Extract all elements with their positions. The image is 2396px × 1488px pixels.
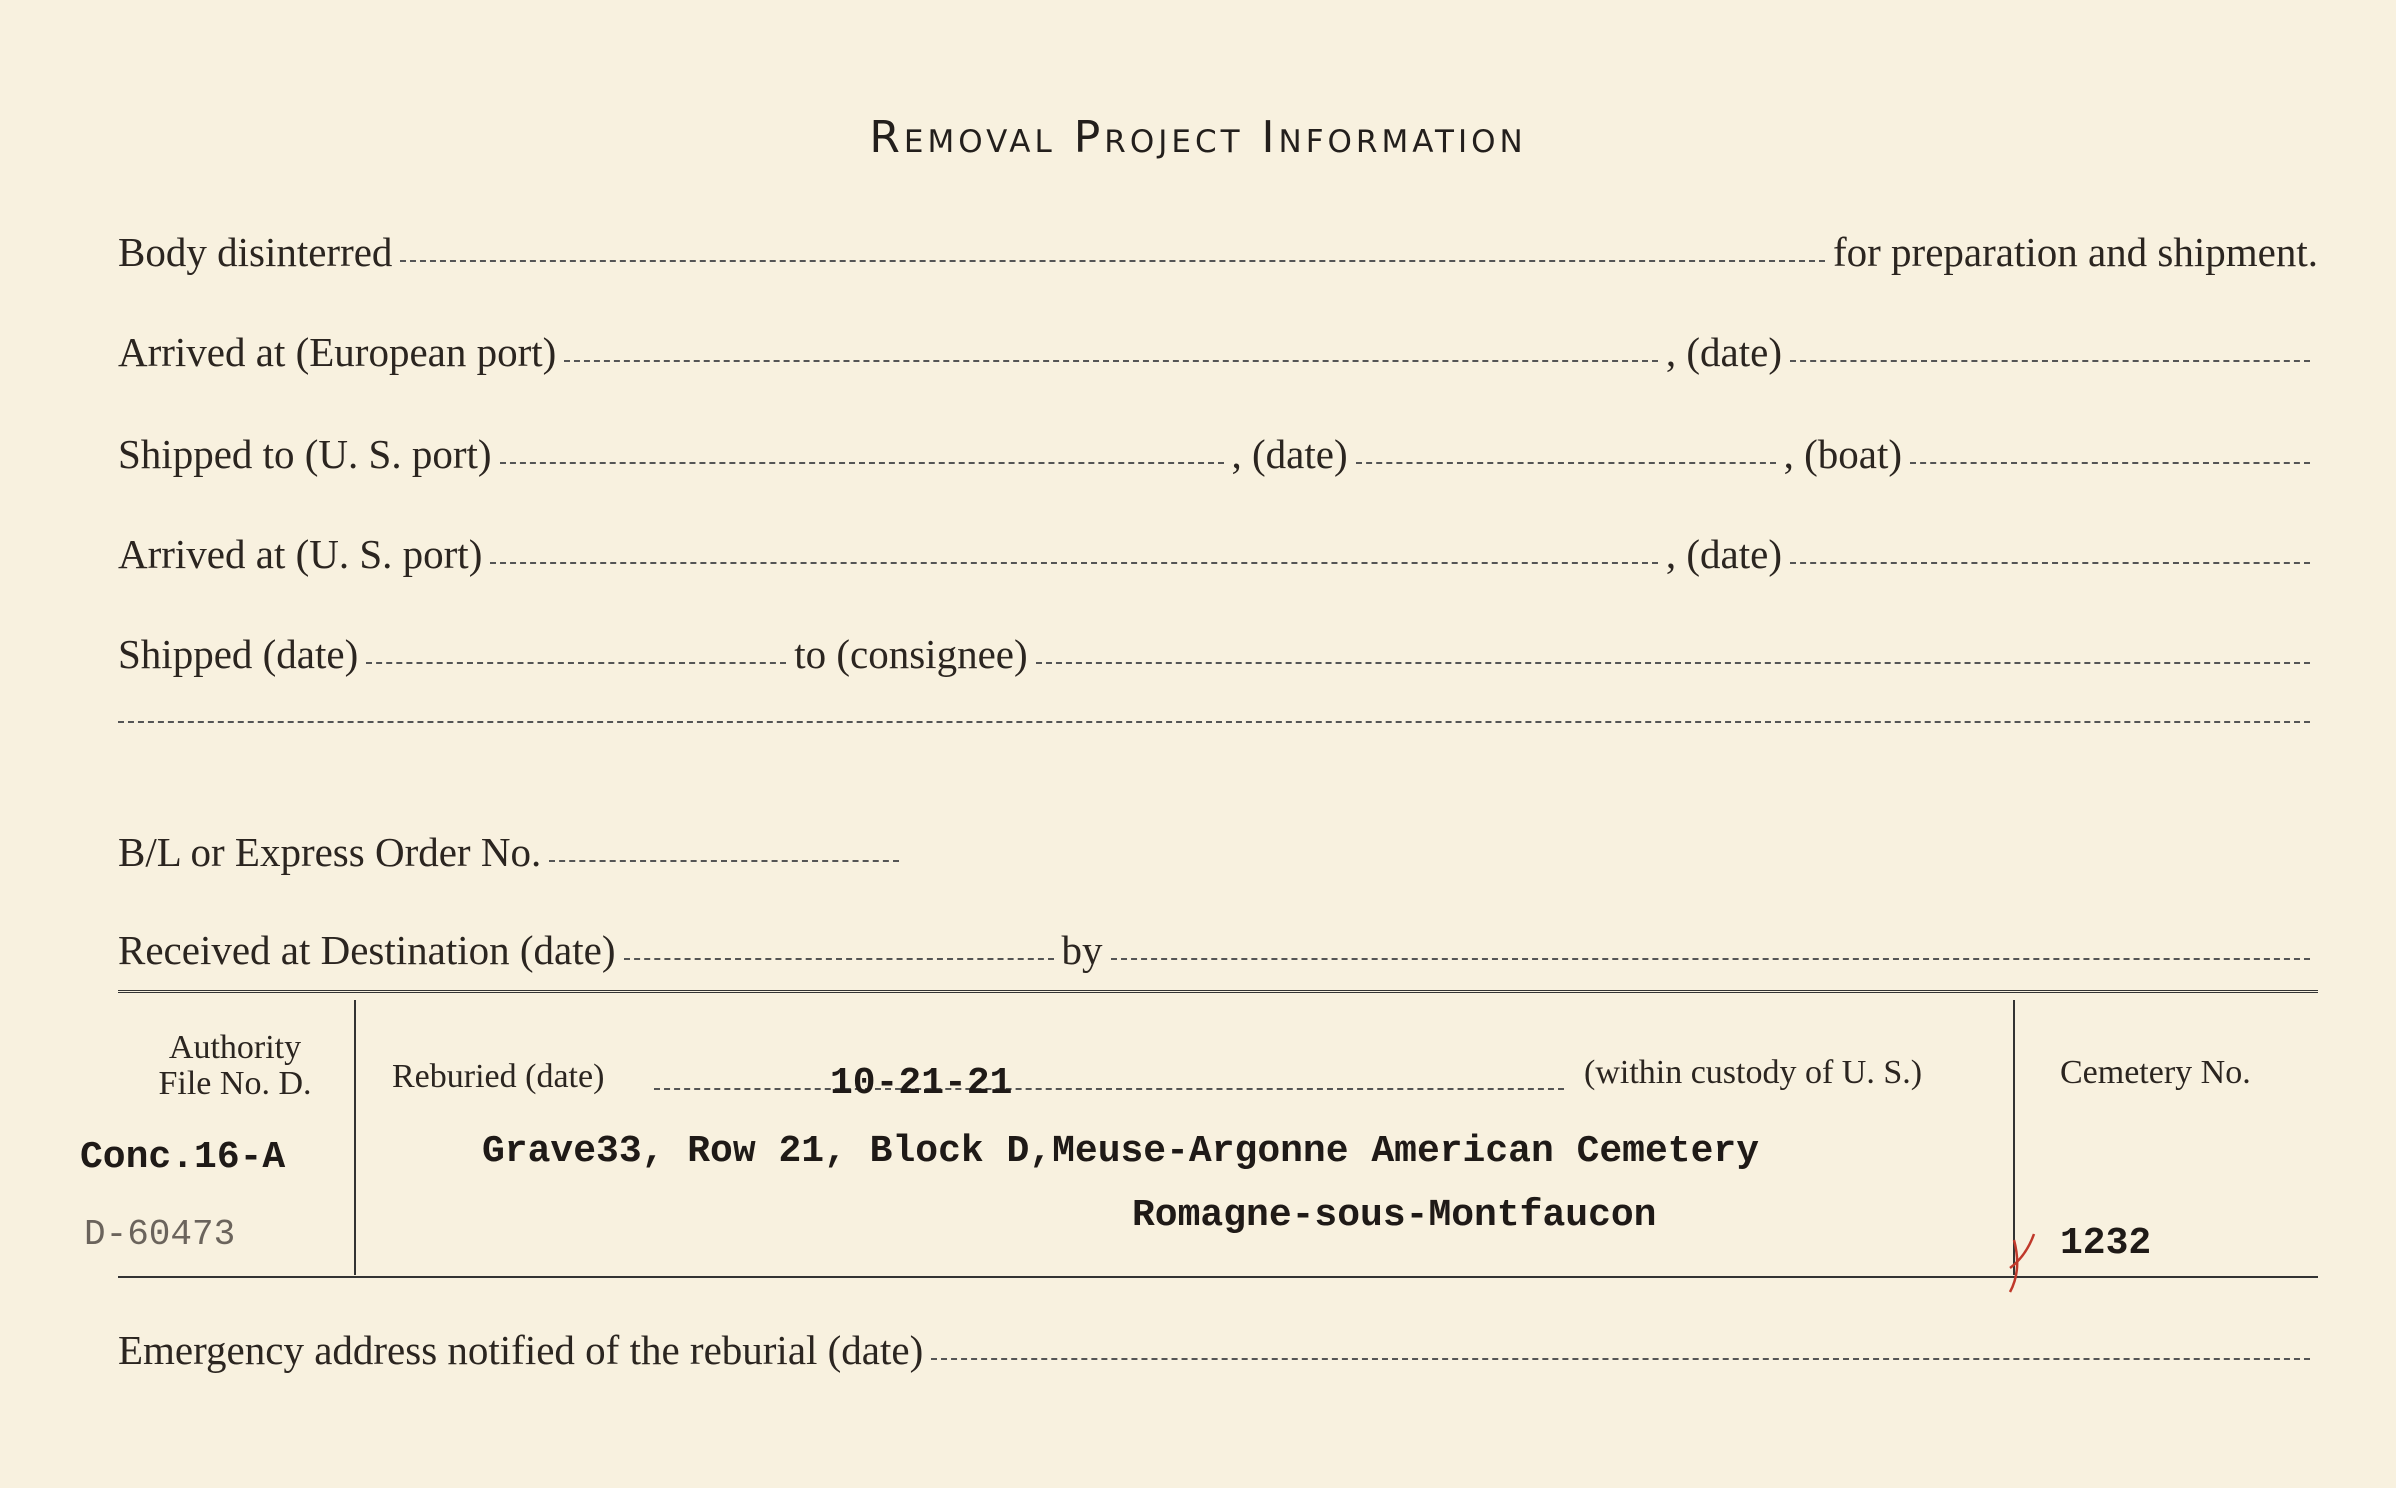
consignee-continuation-row	[118, 720, 2318, 737]
arrived-us-label: Arrived at (U. S. port)	[118, 531, 483, 577]
received-label: Received at Destination (date)	[118, 927, 616, 973]
shipped-us-boat-field	[1910, 461, 2310, 464]
shipped-us-row	[118, 430, 2318, 478]
bl-order-field	[549, 859, 899, 862]
authority-divider	[354, 1000, 356, 1275]
authority-value: Conc.16-A	[80, 1136, 286, 1179]
authority-label	[130, 1030, 340, 1102]
body-disinterred-label: Body disinterred	[118, 229, 393, 275]
consignee-continuation-field	[118, 720, 2310, 723]
arrived-european-date-label: , (date)	[1665, 329, 1782, 375]
page-title: Removal Project Information	[869, 112, 1527, 163]
received-date-field	[624, 957, 1054, 960]
section-bottom-rule	[118, 1276, 2318, 1278]
bl-order-row	[118, 828, 2318, 876]
body-disinterred-field	[400, 259, 1825, 262]
shipped-date-label: Shipped (date)	[118, 631, 359, 677]
arrived-us-date-label: , (date)	[1665, 531, 1782, 577]
section-top-rule	[118, 990, 2318, 997]
consignee-field	[1036, 661, 2310, 664]
cemetery-town: Romagne-sous-Montfaucon	[1132, 1194, 1657, 1237]
arrived-us-port-field	[490, 561, 1658, 564]
shipped-us-label: Shipped to (U. S. port)	[118, 431, 492, 477]
arrived-us-date-field	[1790, 561, 2310, 564]
authority-label-line2: File No. D.	[158, 1065, 312, 1102]
shipped-us-date-field	[1356, 461, 1776, 464]
emergency-row	[118, 1326, 2318, 1374]
cemetery-number: 1232	[2060, 1222, 2152, 1265]
received-row	[118, 926, 2318, 974]
arrived-european-date-field	[1790, 359, 2310, 362]
emergency-label: Emergency address notified of the reburial (date)	[118, 1327, 924, 1373]
arrived-us-row	[118, 530, 2318, 578]
arrived-european-row	[118, 328, 2318, 376]
consignee-label: to (consignee)	[794, 631, 1028, 677]
authority-label-line1: Authority	[168, 1029, 302, 1066]
authority-extra: D-60473	[84, 1214, 236, 1255]
emergency-date-field	[931, 1357, 2310, 1360]
received-by-field	[1111, 957, 2311, 960]
shipped-date-field	[366, 661, 786, 664]
red-check-mark-icon	[2000, 1230, 2040, 1300]
shipped-date-row	[118, 630, 2318, 678]
shipped-us-port-field	[500, 461, 1224, 464]
arrived-european-port-field	[564, 359, 1658, 362]
reburied-label: Reburied (date)	[392, 1058, 605, 1095]
shipped-us-boat-label: , (boat)	[1783, 431, 1902, 477]
arrived-european-label: Arrived at (European port)	[118, 329, 557, 375]
received-by-label: by	[1061, 927, 1103, 973]
reburied-date-field	[654, 1088, 1564, 1090]
body-disinterred-row	[118, 228, 2318, 276]
cemetery-label: Cemetery No.	[2060, 1054, 2251, 1091]
custody-label: (within custody of U. S.)	[1584, 1054, 1923, 1091]
shipped-us-date-label: , (date)	[1231, 431, 1348, 477]
reburied-date: 10-21-21	[830, 1062, 1013, 1105]
bl-order-label: B/L or Express Order No.	[118, 829, 542, 875]
body-disinterred-suffix: for preparation and shipment.	[1832, 229, 2318, 275]
grave-location: Grave33, Row 21, Block D,Meuse-Argonne American Cemetery	[482, 1130, 1760, 1173]
